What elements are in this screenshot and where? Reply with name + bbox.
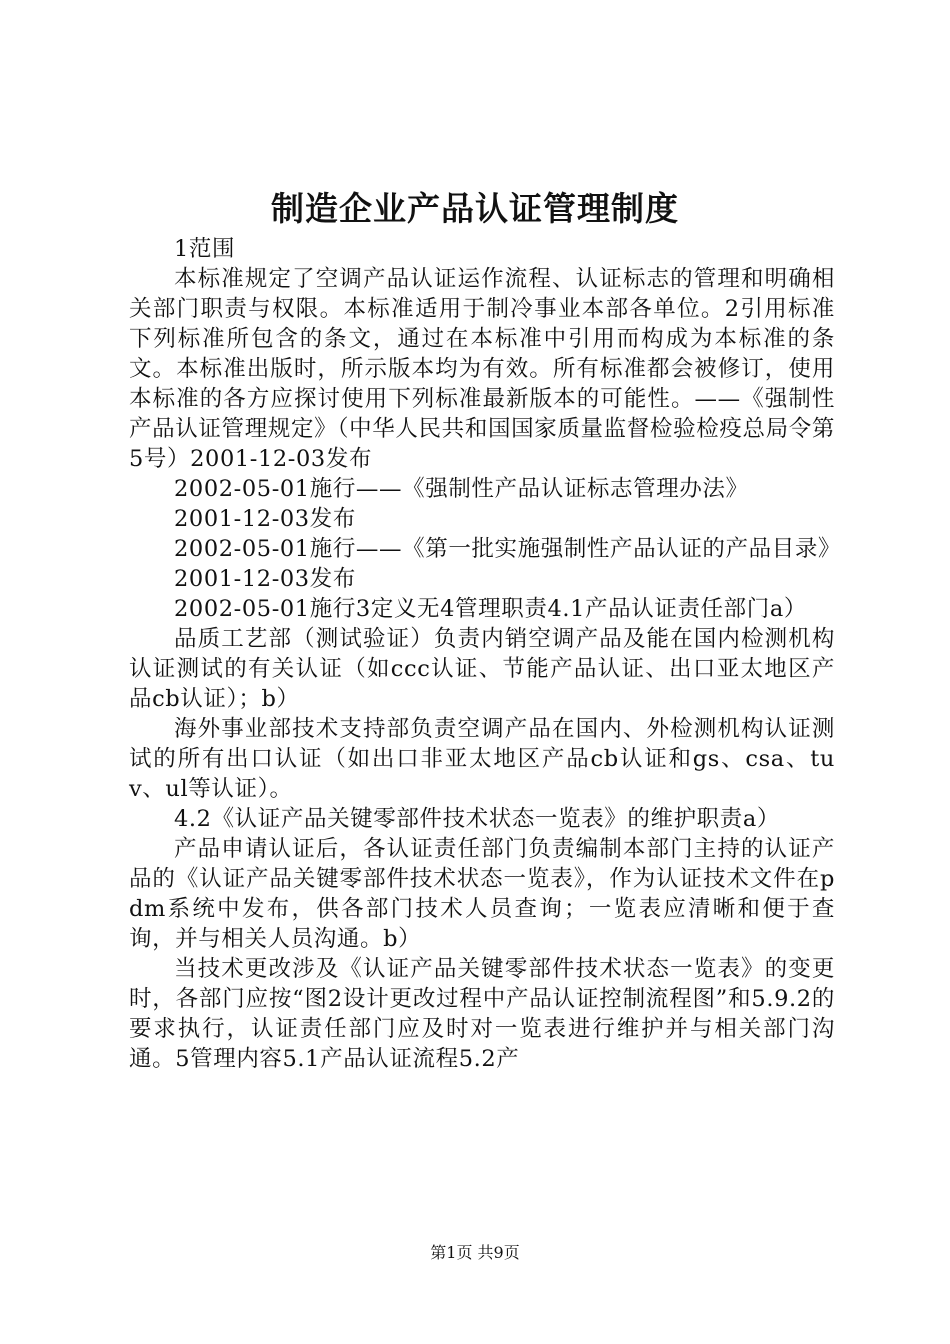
paragraph-reference-date-2: 2001-12-03发布 xyxy=(174,566,356,592)
paragraph-scope-heading: 1范围 xyxy=(174,236,236,262)
paragraph-overseas-dept: 海外事业部技术支持部负责空调产品在国内、外检测机构认证测试的所有出口认证（如出口非亚太地区产品cb认证和gs、csa、tuv、ul等认证）。 xyxy=(129,716,835,802)
paragraph-maintenance-heading: 4.2《认证产品关键零部件技术状态一览表》的维护职责a） xyxy=(174,806,780,832)
document-title: 制造企业产品认证管理制度 xyxy=(271,189,679,228)
paragraph-quality-dept: 品质工艺部（测试验证）负责内销空调产品及能在国内检测机构认证测试的有关认证（如ccc认证、节能产品认证、出口亚太地区产品cb认证）；b） xyxy=(129,626,835,712)
document-body xyxy=(129,234,842,1074)
paragraph-scope-text: 本标准规定了空调产品认证运作流程、认证标志的管理和明确相关部门职责与权限。本标准适用于制冷事业本部各单位。2引用标准下列标准所包含的条文，通过在本标准中引用而构成为本标准的条文。本标准出版时，所示版本均为有效。所有标准都会被修订，使用本标准的各方应探讨使用下列标准最新版本的可能性。——《强制性产品认证管理规定》（中华人民共和国国家质量监督检验检疫总局令第5号）2001-12-03发布 xyxy=(129,266,835,472)
paragraph-reference-date-1: 2001-12-03发布 xyxy=(174,506,356,532)
paragraph-maintenance-b: 当技术更改涉及《认证产品关键零部件技术状态一览表》的变更时，各部门应按“图2设计更改过程中产品认证控制流程图”和5.9.2的要求执行，认证责任部门应及时对一览表进行维护并与相关部门沟通。5管理内容5.1产品认证流程5.2产 xyxy=(129,956,835,1072)
paragraph-maintenance-a: 产品申请认证后，各认证责任部门负责编制本部门主持的认证产品的《认证产品关键零部件技术状态一览表》，作为认证技术文件在pdm系统中发布，供各部门技术人员查询；一览表应清晰和便于查询，并与相关人员沟通。b） xyxy=(129,836,835,952)
paragraph-responsibility-heading: 2002-05-01施行3定义无4管理职责4.1产品认证责任部门a） xyxy=(174,596,807,622)
paragraph-reference-2: 2002-05-01施行——《第一批实施强制性产品认证的产品目录》 xyxy=(174,536,842,562)
paragraph-reference-1: 2002-05-01施行——《强制性产品认证标志管理办法》 xyxy=(174,476,749,502)
page-number-footer: 第1页 共9页 xyxy=(430,1243,520,1262)
